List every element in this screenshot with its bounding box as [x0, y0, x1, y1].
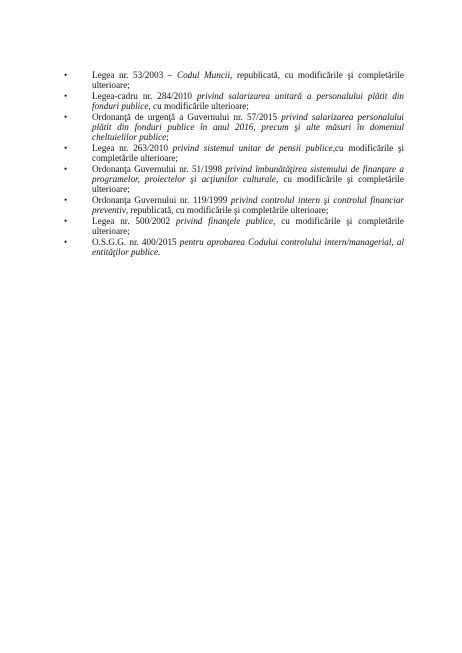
list-item [64, 216, 404, 237]
text-segment: Legea nr. 500/2002 [92, 215, 176, 226]
bullet-icon: • [64, 90, 68, 101]
italic-text-segment: Codul Muncii [176, 70, 231, 80]
text-segment: O.S.G.G. nr. 400/2015 [92, 236, 180, 247]
italic-text-segment: privind salarizarea personalului plătit din fonduri publice în anul 2016, precum şi alte măsuri în domeniul cheltuielilor publice [92, 111, 404, 143]
list-item [64, 70, 404, 91]
list-item [64, 237, 404, 258]
italic-text-segment: privind controlul intern şi controlul financiar preventiv [92, 194, 404, 216]
list-item [64, 112, 404, 143]
text-segment: Ordonanţa Guvernului nr. 119/1999 [92, 194, 231, 205]
text-segment: Ordonanţa Guvernului nr. 51/1998 [92, 163, 226, 174]
list-item [64, 195, 404, 216]
bullet-icon: • [64, 236, 68, 247]
bullet-icon: • [64, 111, 68, 122]
text-segment: Legea-cadru nr. 284/2010 [92, 90, 197, 101]
list-item [64, 91, 404, 112]
italic-text-segment: privind îmbunătăţirea sistemului de finanţare a programelor, proiectelor şi acţiunilor culturale [92, 163, 404, 185]
text-segment: Legea nr. 53/2003 – [92, 70, 177, 80]
text-segment: Ordonanţă de urgenţă a Guvernului nr. 57/2015 [92, 111, 282, 122]
list-item [64, 164, 404, 195]
bullet-icon: • [64, 70, 68, 80]
text-segment: , cu modificările şi completările ulterioare; [92, 174, 404, 195]
text-segment: , republicată, cu modificările şi completările ulterioare; [92, 70, 404, 91]
text-segment: ; [166, 132, 169, 143]
text-segment: , cu modificările şi completările ulterioare; [92, 215, 404, 237]
list-item [64, 143, 404, 164]
italic-text-segment: privind salarizarea unitară a personalului plătit din fonduri publice [92, 90, 404, 112]
text-segment: ,cu modificările şi completările ulterioare; [92, 142, 405, 164]
bullet-icon: • [64, 163, 68, 174]
bullet-icon: • [64, 142, 68, 153]
text-segment: Legea nr. 263/2010 [92, 142, 173, 153]
text-segment: , cu modificările ulterioare; [148, 101, 249, 112]
bullet-icon: • [64, 194, 68, 205]
italic-text-segment: pentru aprobarea Codului controlului intern/managerial, al entităţilor publice. [92, 236, 404, 257]
italic-text-segment: privind finanţele publice [175, 215, 274, 226]
bullet-icon: • [64, 215, 68, 226]
text-segment: , republicată, cu modificările şi completările ulterioare; [125, 205, 329, 216]
italic-text-segment: privind sistemul unitar de pensii publice [172, 142, 333, 153]
legal-references-list [64, 70, 404, 257]
